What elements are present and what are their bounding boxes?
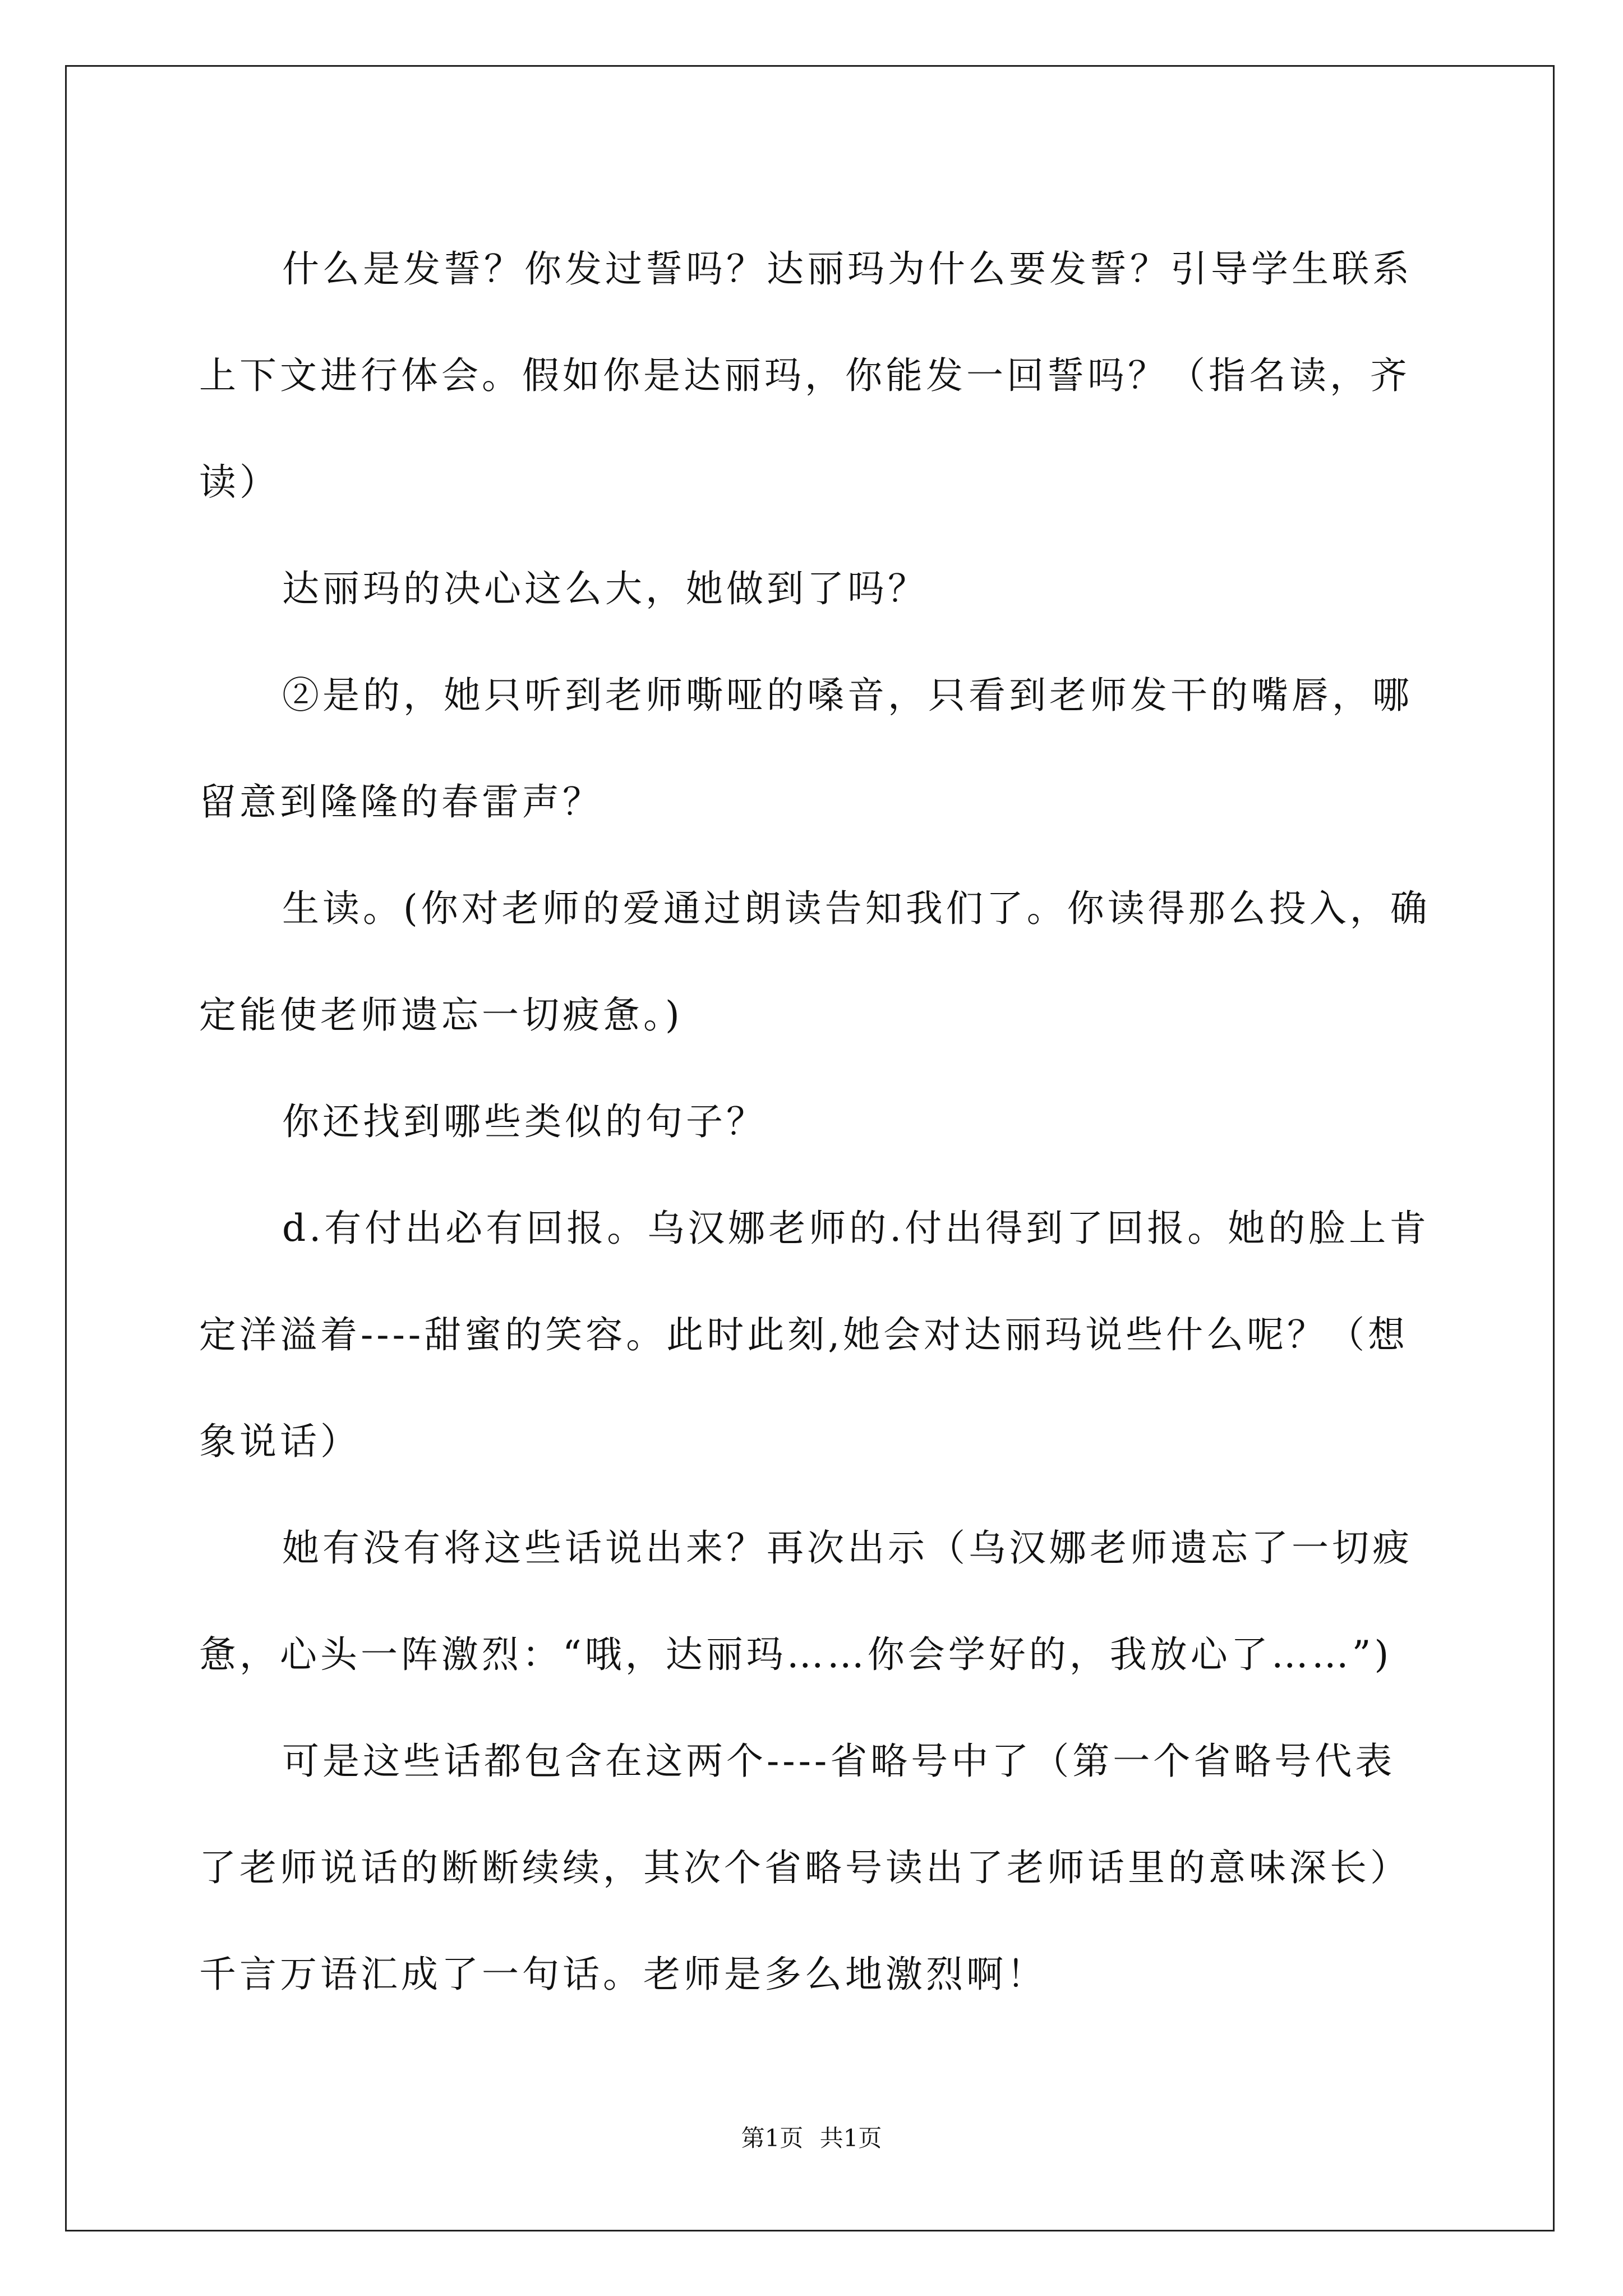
paragraph-5: 你还找到哪些类似的句子？ xyxy=(282,1100,767,1143)
paragraph-1: 什么是发誓？你发过誓吗？达丽玛为什么要发誓？引导学生联系上下文进行体会。假如你是达丽玛，你能发一回誓吗？（指名读，齐读） xyxy=(199,247,1413,504)
paragraph-3: ②是的，她只听到老师嘶哑的嗓音，只看到老师发干的嘴唇，哪留意到隆隆的春雷声？ xyxy=(199,674,1413,823)
page-total: 共1页 xyxy=(819,2124,882,2152)
paragraph-6: d.有付出必有回报。乌汉娜老师的.付出得到了回报。她的脸上肯定洋溢着----甜蜜的笑容。此时此刻,她会对达丽玛说些什么呢？（想象说话） xyxy=(199,1207,1430,1463)
paragraph-4: 生读。(你对老师的爱通过朗读告知我们了。你读得那么投入，确定能使老师遗忘一切疲惫。) xyxy=(199,887,1431,1037)
paragraph-7: 她有没有将这些话说出来？再次出示（乌汉娜老师遗忘了一切疲惫，心头一阵激烈：“哦，达丽玛……你会学好的，我放心了……”) xyxy=(199,1526,1413,1676)
paragraph-2: 达丽玛的决心这么大，她做到了吗？ xyxy=(282,567,928,610)
page-footer xyxy=(0,2122,1623,2155)
paragraph-8: 可是这些话都包含在这两个----省略号中了（第一个省略号代表了老师说话的断断续续，其次个省略号读出了老师话里的意味深长） xyxy=(199,1740,1410,1889)
paragraph-9: 千言万语汇成了一句话。老师是多么地激烈啊！ xyxy=(199,1953,1047,1996)
page-number: 第1页 xyxy=(741,2124,804,2152)
